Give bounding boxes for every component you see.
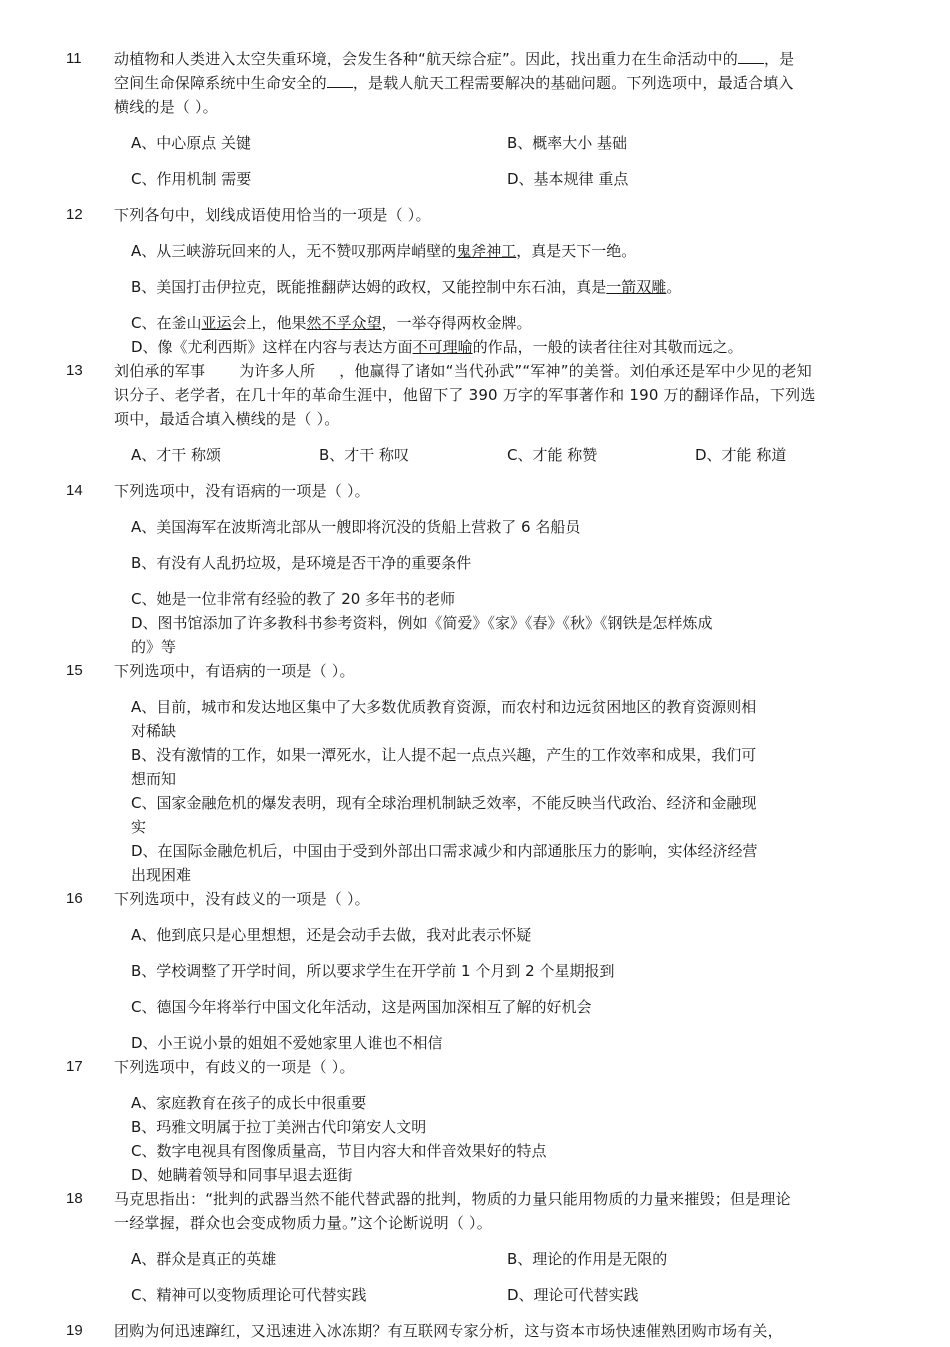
question-stem: 下列选项中，没有语病的一项是（ ）。 — [114, 482, 370, 500]
question-stem: 团购为何迅速蹿红，又迅速进入冰冻期？有互联网专家分析，这与资本市场快速催熟团购市场有关， — [114, 1322, 783, 1340]
option-a: A、从三峡游玩回来的人，无不赞叹那两岸峭壁的鬼斧神工，真是天下一绝。 — [131, 242, 637, 260]
underlined-idiom: 然不孚众望 — [306, 314, 382, 332]
option-d: D、在国际金融危机后，中国由于受到外部出口需求减少和内部通胀压力的影响，实体经济经营 出现困难 — [131, 842, 758, 884]
option-d: D、像《尤利西斯》这样在内容与表达方面不可理喻的作品，一般的读者往往对其敬而远之。 — [131, 338, 743, 356]
option-a: A、目前，城市和发达地区集中了大多数优质教育资源，而农村和边远贫困地区的教育资源则相 对稀缺 — [131, 698, 757, 740]
question-number: 17 — [66, 1058, 83, 1075]
question-number: 18 — [66, 1190, 83, 1207]
question-stem: 下列选项中，有语病的一项是（ ）。 — [114, 662, 355, 680]
option-c: C、她是一位非常有经验的教了 20 多年书的老师 — [131, 590, 456, 608]
option-a: A、才干 称颂 — [131, 446, 222, 464]
option-b: B、有没有人乱扔垃圾，是环境是否干净的重要条件 — [131, 554, 472, 572]
option-b: B、美国打击伊拉克，既能推翻萨达姆的政权，又能控制中东石油，真是一箭双雕。 — [131, 278, 682, 296]
option-b: B、才干 称叹 — [319, 446, 410, 464]
option-d: D、才能 称道 — [695, 446, 787, 464]
question-stem: 下列选项中，没有歧义的一项是（ ）。 — [114, 890, 370, 908]
question-stem: 动植物和人类进入太空失重环境，会发生各种“航天综合症”。因此，找出重力在生命活动中的 ，是 空间生命保障系统中生命安全的 ，是载人航天工程需要解决的基础问题。下列选项中，最适合填入 横线的是（ ）。 — [114, 50, 795, 116]
fill-blank — [738, 49, 764, 64]
option-d: D、基本规律 重点 — [507, 170, 629, 188]
fill-blank — [327, 73, 353, 88]
question-number: 11 — [66, 50, 82, 67]
question-stem: 下列各句中，划线成语使用恰当的一项是（ ）。 — [114, 206, 431, 224]
underlined-text: 亚运 — [201, 314, 232, 332]
option-d: D、理论可代替实践 — [507, 1286, 639, 1304]
option-a: A、他到底只是心里想想，还是会动手去做，我对此表示怀疑 — [131, 926, 532, 944]
option-b: B、玛雅文明属于拉丁美洲古代印第安人文明 — [131, 1118, 427, 1136]
option-d: D、图书馆添加了许多教科书参考资料，例如《简爱》《家》《春》《秋》《钢铁是怎样炼成 的》等 — [131, 614, 713, 656]
option-c: C、精神可以变物质理论可代替实践 — [131, 1286, 367, 1304]
question-number: 13 — [66, 362, 83, 379]
underlined-idiom: 一箭双雕 — [606, 278, 667, 296]
option-c: C、在釜山亚运会上，他果然不孚众望，一举夺得两枚金牌。 — [131, 314, 532, 332]
option-b: B、概率大小 基础 — [507, 134, 628, 152]
option-c: C、作用机制 需要 — [131, 170, 252, 188]
question-stem: 刘伯承的军事 为许多人所 ，他赢得了诸如“当代孙武”“军神”的美誉。刘伯承还是军中少见的老知 识分子、老学者，在几十年的革命生涯中，他留下了 390 万字的军事著作和 190 万的翻译作品，下列选 项中，最适合填入横线的是（ ）。 — [114, 362, 816, 428]
option-a: A、群众是真正的英雄 — [131, 1250, 277, 1268]
question-stem: 马克思指出：“批判的武器当然不能代替武器的批判，物质的力量只能用物质的力量来摧毁；但是理论 一经掌握，群众也会变成物质力量。”这个论断说明（ ）。 — [114, 1190, 791, 1232]
option-c: C、国家金融危机的爆发表明，现有全球治理机制缺乏效率，不能反映当代政治、经济和金融现 实 — [131, 794, 757, 836]
option-c: C、数字电视具有图像质量高，节目内容大和伴音效果好的特点 — [131, 1142, 547, 1160]
underlined-idiom: 鬼斧神工 — [456, 242, 517, 260]
option-c: C、德国今年将举行中国文化年活动，这是两国加深相互了解的好机会 — [131, 998, 592, 1016]
question-stem: 下列选项中，有歧义的一项是（ ）。 — [114, 1058, 355, 1076]
question-number: 14 — [66, 482, 83, 499]
option-b: B、学校调整了开学时间，所以要求学生在开学前 1 个月到 2 个星期报到 — [131, 962, 615, 980]
question-number: 15 — [66, 662, 83, 679]
option-a: A、中心原点 关键 — [131, 134, 252, 152]
option-d: D、小王说小景的姐姐不爱她家里人谁也不相信 — [131, 1034, 443, 1052]
underlined-idiom: 不可理喻 — [412, 338, 473, 356]
option-d: D、她瞒着领导和同事早退去逛街 — [131, 1166, 353, 1184]
option-a: A、美国海军在波斯湾北部从一艘即将沉没的货船上营救了 6 名船员 — [131, 518, 581, 536]
option-b: B、没有激情的工作，如果一潭死水，让人提不起一点点兴趣，产生的工作效率和成果，我们可 想而知 — [131, 746, 757, 788]
question-number: 16 — [66, 890, 83, 907]
question-number: 12 — [66, 206, 83, 223]
option-b: B、理论的作用是无限的 — [507, 1250, 668, 1268]
option-c: C、才能 称赞 — [507, 446, 598, 464]
option-a: A、家庭教育在孩子的成长中很重要 — [131, 1094, 367, 1112]
question-number: 19 — [66, 1322, 83, 1339]
